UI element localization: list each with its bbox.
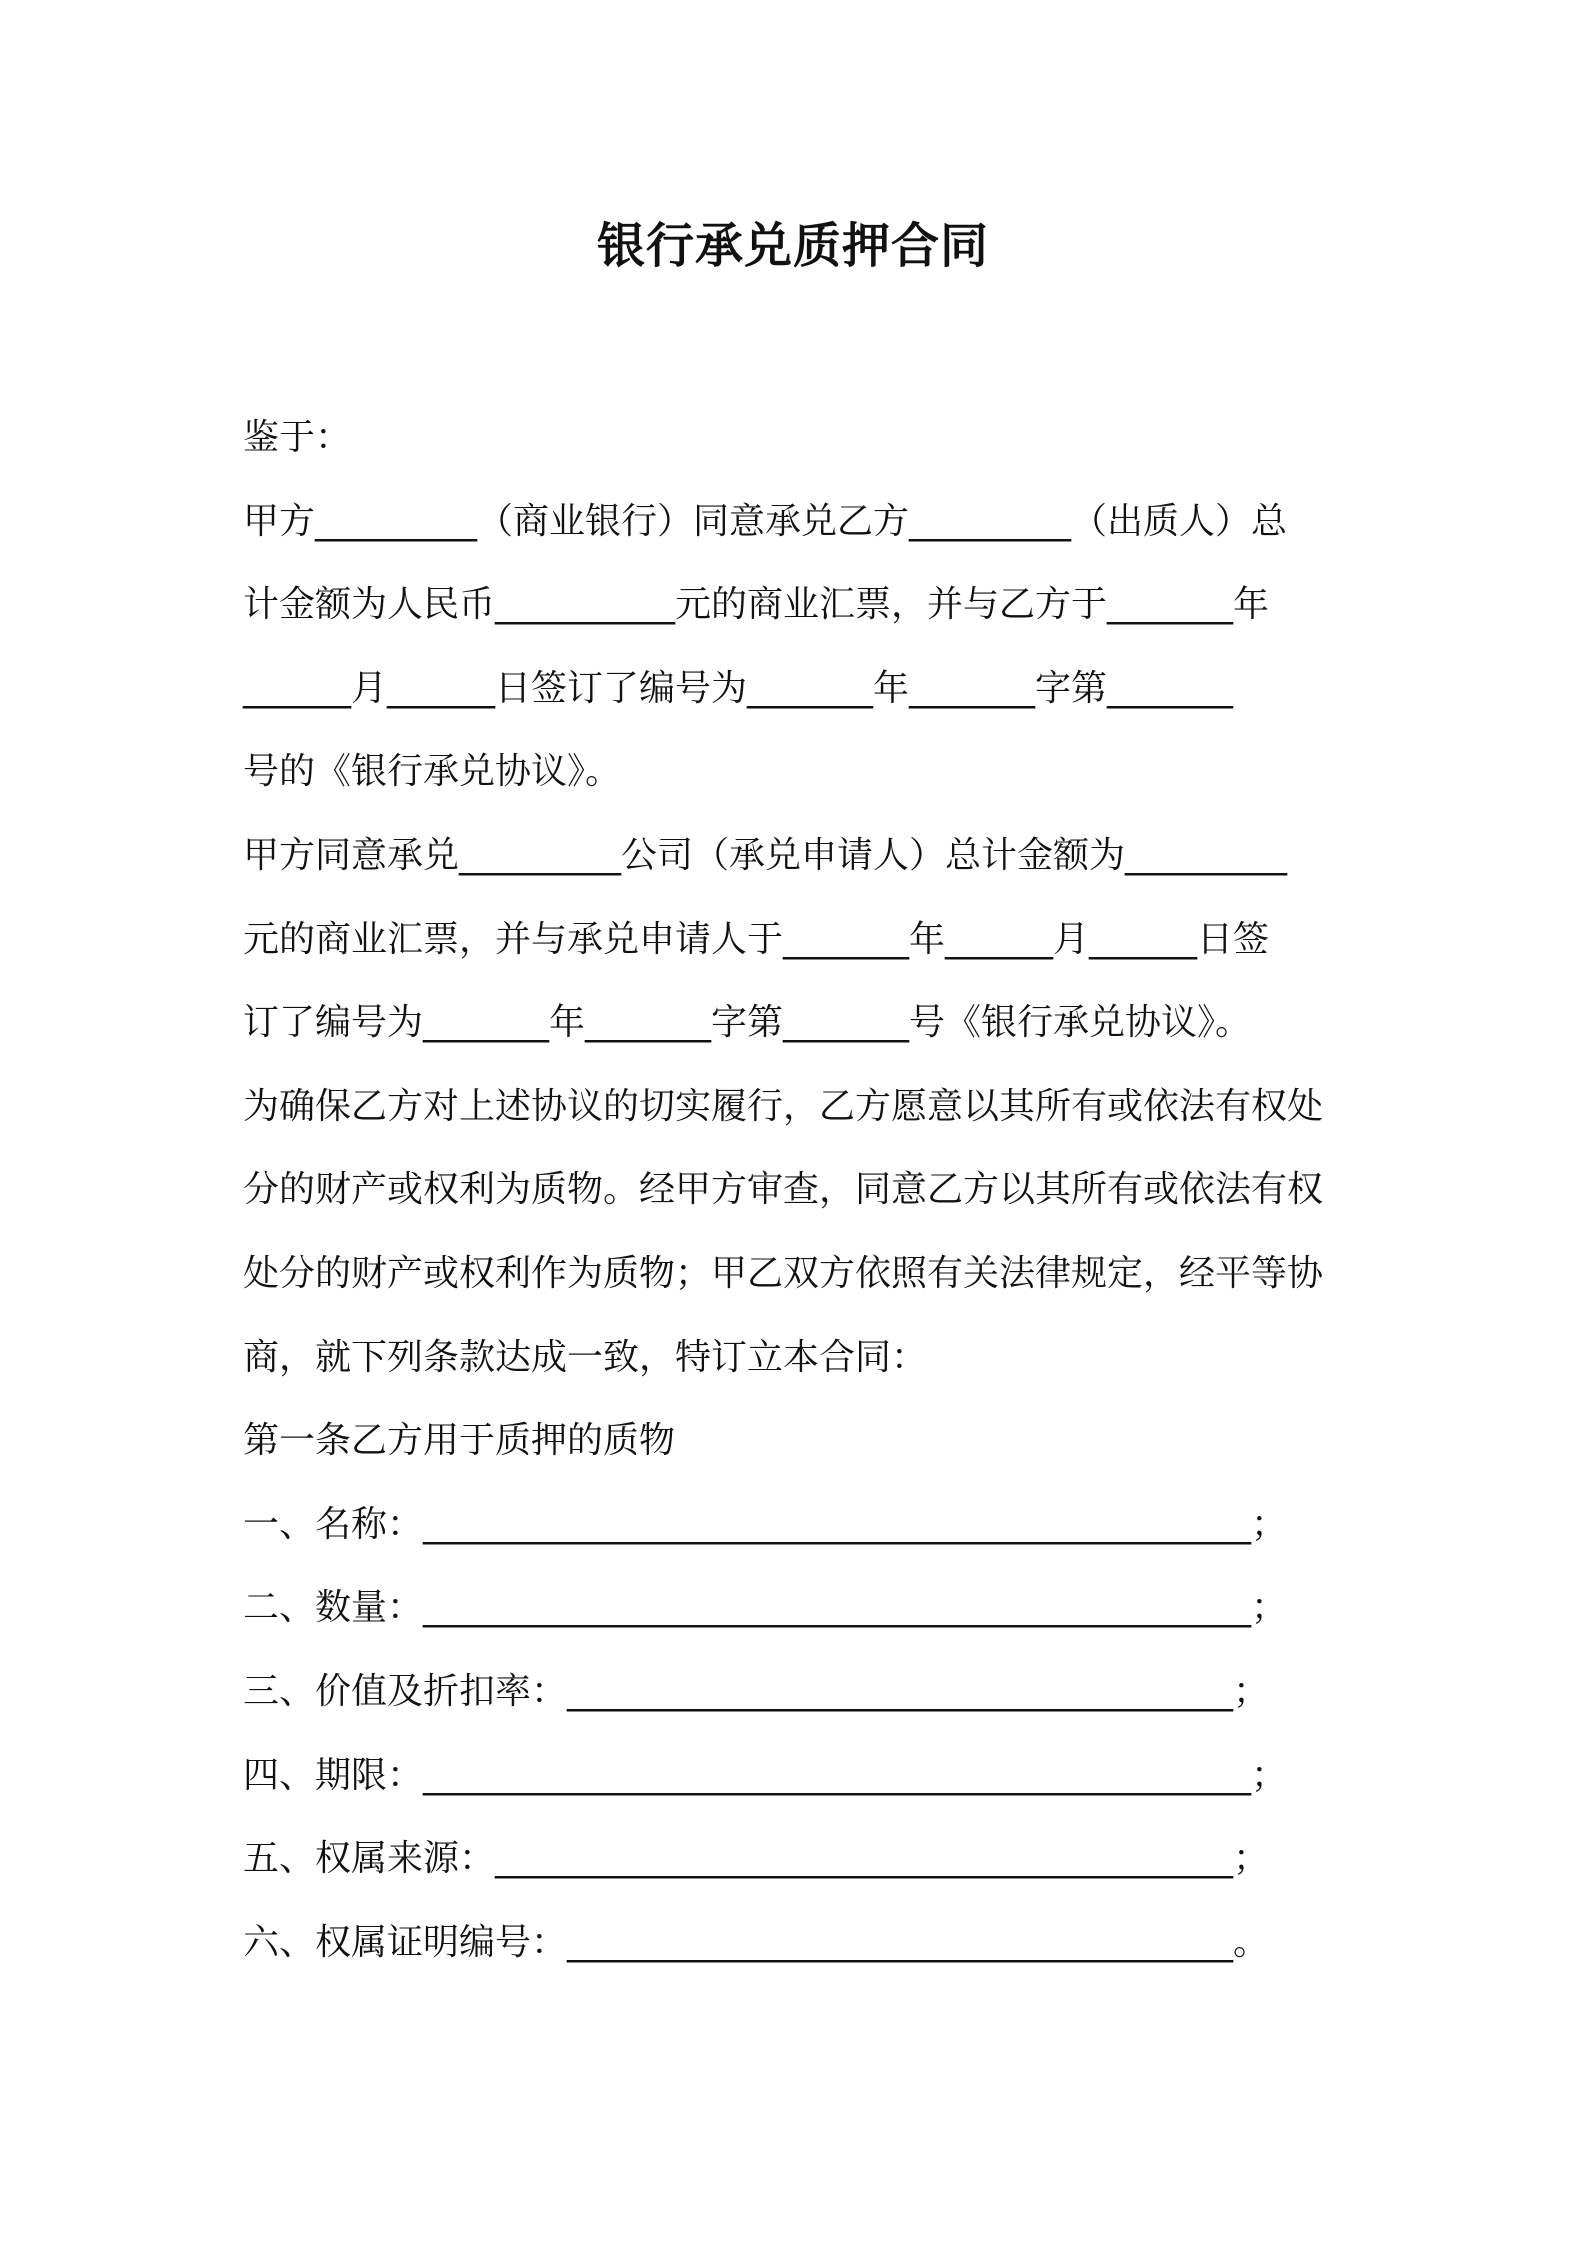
paragraph-line: 元的商业汇票，并与承兑申请人于_______年______月______日签: [243, 918, 1270, 960]
clause-item-ownership-source: 五、权属来源：_________________________________________；: [243, 1838, 1270, 1880]
paragraph-line: 商，就下列条款达成一致，特订立本合同：: [243, 1336, 928, 1378]
paragraph-line: 处分的财产或权利作为质物；甲乙双方依照有关法律规定，经平等协: [243, 1252, 1324, 1294]
document-body: [243, 408, 1363, 1996]
clause-item-value-discount: 三、价值及折扣率：_____________________________________；: [243, 1670, 1270, 1712]
preamble-line: 鉴于：: [243, 417, 352, 458]
paragraph-line: 甲方_________（商业银行）同意承兑乙方_________（出质人）总: [243, 500, 1288, 542]
paragraph-line: 为确保乙方对上述协议的切实履行，乙方愿意以其所有或依法有权处: [243, 1085, 1324, 1127]
paragraph-line: ______月______日签订了编号为_______年_______字第_______: [243, 667, 1234, 709]
paragraph-line: 订了编号为_______年_______字第_______号《银行承兑协议》。: [243, 1002, 1252, 1044]
clause-item-quantity: 二、数量：______________________________________________；: [243, 1587, 1288, 1629]
document-title: 银行承兑质押合同: [596, 218, 989, 274]
clause-item-name: 一、名称：______________________________________________；: [243, 1503, 1288, 1545]
paragraph-line: 计金额为人民币__________元的商业汇票，并与乙方于_______年: [243, 584, 1270, 626]
paragraph-line: 号的《银行承兑协议》。: [243, 751, 622, 793]
paragraph-line: 甲方同意承兑_________公司（承兑申请人）总计金额为_________: [243, 834, 1288, 876]
paragraph-line: 分的财产或权利为质物。经甲方审查，同意乙方以其所有或依法有权: [243, 1169, 1324, 1211]
article-heading: 第一条乙方用于质押的质物: [243, 1420, 676, 1462]
clause-item-term: 四、期限：______________________________________________；: [243, 1754, 1288, 1796]
clause-item-ownership-certificate: 六、权属证明编号：_____________________________________。: [243, 1921, 1270, 1963]
